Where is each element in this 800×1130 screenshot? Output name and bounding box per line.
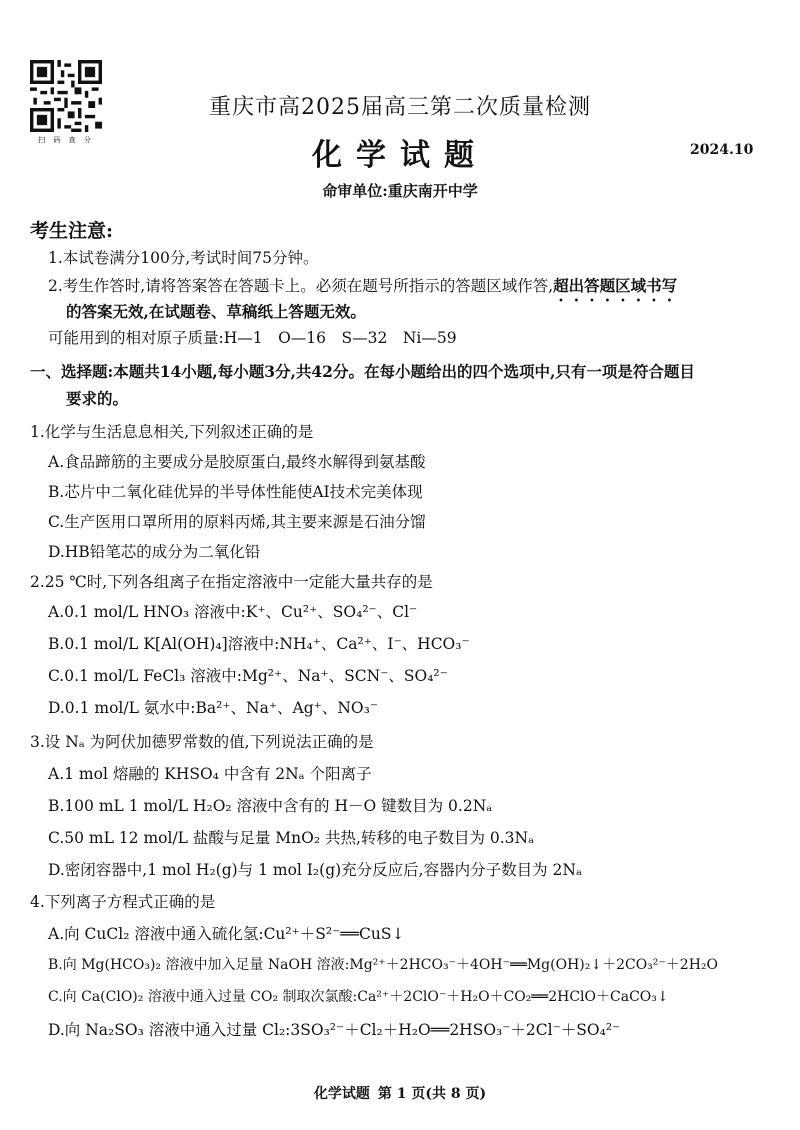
- subject-title: 化学试题: [312, 138, 488, 173]
- exam-date: 2024.10: [690, 142, 754, 158]
- qr-caption: 扫 码 查 分: [38, 136, 94, 144]
- question-4-option-d: D.向 Na₂SO₃ 溶液中通入过量 Cl₂:3SO₃²⁻＋Cl₂＋H₂O══2HSO₃⁻＋2Cl⁻＋SO₄²⁻: [48, 1021, 621, 1039]
- question-1-option-c: C.生产医用口罩所用的原料丙烯,其主要来源是石油分馏: [48, 513, 426, 531]
- section-heading-cont: 要求的。: [66, 389, 129, 408]
- question-2-option-d: D.0.1 mol/L 氨水中:Ba²⁺、Na⁺、Ag⁺、NO₃⁻: [48, 699, 379, 717]
- question-3-stem: 3.设 Nₐ 为阿伏加德罗常数的值,下列说法正确的是: [30, 733, 374, 751]
- notice-item-1: 1.本试卷满分100分,考试时间75分钟。: [48, 249, 319, 267]
- exam-title: 重庆市高2025届高三第二次质量检测: [209, 95, 591, 120]
- question-1-option-a: A.食品蹄筋的主要成分是胶原蛋白,最终水解得到氨基酸: [48, 453, 426, 471]
- question-2-option-a: A.0.1 mol/L HNO₃ 溶液中:K⁺、Cu²⁺、SO₄²⁻、Cl⁻: [48, 603, 418, 621]
- atomic-masses: 可能用到的相对原子质量:H—1 O—16 S—32 Ni—59: [48, 329, 457, 347]
- question-3-option-c: C.50 mL 12 mol/L 盐酸与足量 MnO₂ 共热,转移的电子数目为 0.3Nₐ: [48, 829, 535, 847]
- question-3-option-a: A.1 mol 熔融的 KHSO₄ 中含有 2Nₐ 个阳离子: [48, 765, 372, 783]
- question-2-stem: 2.25 ℃时,下列各组离子在指定溶液中一定能大量共存的是: [30, 573, 433, 591]
- organizer: 命审单位:重庆南开中学: [322, 182, 478, 200]
- page-footer: [0, 1083, 800, 1103]
- question-1-stem: 1.化学与生活息息相关,下列叙述正确的是: [30, 423, 314, 441]
- notice-item-2-cont: 的答案无效,在试题卷、草稿纸上答题无效。: [66, 302, 366, 321]
- question-1-option-b: B.芯片中二氧化硅优异的半导体性能使AI技术完美体现: [48, 483, 423, 501]
- question-2-option-b: B.0.1 mol/L K[Al(OH)₄]溶液中:NH₄⁺、Ca²⁺、I⁻、HCO₃⁻: [48, 635, 470, 653]
- notice-item-2-emphasis: 超出答题区域书写: [553, 276, 678, 295]
- question-4-option-b: B.向 Mg(HCO₃)₂ 溶液中加入足量 NaOH 溶液:Mg²⁺＋2HCO₃⁻＋4OH⁻══Mg(OH)₂↓＋2CO₃²⁻＋2H₂O: [48, 957, 718, 973]
- question-4-option-c: C.向 Ca(ClO)₂ 溶液中通入过量 CO₂ 制取次氯酸:Ca²⁺＋2ClO⁻＋H₂O＋CO₂══2HClO＋CaCO₃↓: [48, 989, 669, 1005]
- notice-title: 考生注意:: [30, 220, 114, 242]
- question-1-option-d: D.HB铅笔芯的成分为二氧化铅: [48, 543, 261, 561]
- question-2-option-c: C.0.1 mol/L FeCl₃ 溶液中:Mg²⁺、Na⁺、SCN⁻、SO₄²⁻: [48, 667, 448, 685]
- notice-item-2-text: 2.考生作答时,请将答案答在答题卡上。必须在题号所指示的答题区域作答,: [48, 277, 554, 295]
- footer-subject: 化学试题: [313, 1086, 370, 1102]
- question-4-option-a: A.向 CuCl₂ 溶液中通入硫化氢:Cu²⁺＋S²⁻══CuS↓: [48, 925, 405, 943]
- footer-page-number: 第 1 页(共 8 页): [377, 1086, 487, 1102]
- question-3-option-d: D.密闭容器中,1 mol H₂(g)与 1 mol I₂(g)充分反应后,容器内分子数目为 2Nₐ: [48, 861, 582, 879]
- section-heading: 一、选择题:本题共14小题,每小题3分,共42分。在每小题给出的四个选项中,只有一项是符合题目: [30, 362, 695, 381]
- question-4-stem: 4.下列离子方程式正确的是: [30, 893, 216, 911]
- question-3-option-b: B.100 mL 1 mol/L H₂O₂ 溶液中含有的 H－O 键数目为 0.2Nₐ: [48, 797, 493, 815]
